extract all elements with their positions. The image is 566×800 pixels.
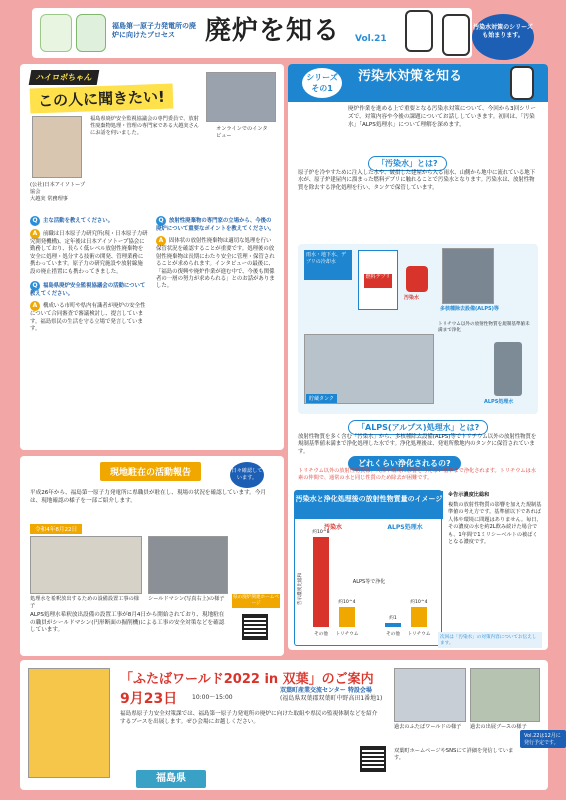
label-water: 雨水・地下水、デブリの冷却水 [304, 250, 352, 280]
person-org: (公社)日本アイソトープ協会 [30, 182, 86, 195]
portrait-photo [32, 116, 82, 178]
futaba-body: 福島県原子力安全対策課では、福島第一原子力発電所の廃炉に向けた取組や県民の監視体制などを紹介するブースを出展します。ぜひ会場にお越しください。 [120, 711, 378, 725]
robot-mascot-icon [510, 66, 534, 100]
heading-alps-water: 「ALPS(アルプス)処理水」とは? [348, 420, 488, 435]
event-place [280, 687, 382, 703]
qr-code-icon[interactable] [360, 746, 386, 772]
series-section [288, 64, 548, 650]
heading-purification: どれくらい浄化されるの? [348, 456, 461, 471]
alps-facility-photo [442, 248, 494, 304]
interview-title: この人に聞きたい! [30, 84, 174, 114]
chart-bar [339, 607, 355, 627]
question-3: 放射性廃棄物の専門家の立場から、今後の廃炉について重要なポイントを教えてください。 [156, 218, 275, 232]
y-axis-label: 告示濃度比総和 [298, 572, 303, 606]
interview-intro: 福島県廃炉安全監視協議会の専門委員で、放射性廃棄物処理・管理の専門家である大越実さんにお話を伺いました。 [90, 116, 199, 136]
tick-label: その他 [386, 632, 400, 637]
next-volume-note: Vol.22は12月に発行予定です。 [520, 730, 566, 748]
alps-water-tank-icon [494, 342, 522, 396]
label-alps: 多核種除去設備(ALPS)等 [440, 306, 499, 312]
series-bubble: 汚染水対策のシリーズも始まります。 [472, 14, 534, 60]
event-time: 10:00〜15:00 [192, 694, 233, 701]
volume-label: Vol.21 [355, 34, 387, 44]
note-body: 複数の放射性物質の影響を加えた規制基準値の考え方です。基準値以下であれば人体や環境に問題はありません。毎日、その濃度の水を約2L飲み続けた場合でも、1年間で1ミリシーベルトの被ばくとなる濃度です。 [448, 502, 542, 546]
tick-label: トリチウム [335, 632, 359, 637]
chart-annotation: ALPS等で浄化 [352, 579, 386, 585]
chart-bar [411, 607, 427, 627]
label-alps-water: ALPS処理水 [484, 399, 514, 405]
futaba-section [20, 660, 548, 790]
report-body-2: ALPS処理水希釈放出設備の設置工事が8月4日から開始されており、現地駐在の職員がシールドマシン(円形断面の掘削機)による工事の安全対策などを確認しています。 [30, 612, 225, 634]
question-2: 福島県廃炉安全監視協議会の活動について教えてください。 [30, 283, 146, 298]
body-alps-water: 放射性物質を多く含む「汚染水」から、多核種除去設備(ALPS)等でトリチウム以外の放射性物質を規制基準値未満まで浄化処理した水です。浄化処理後は、発電所敷地内のタンクに保管されています。 [298, 434, 537, 455]
construction-photo [30, 536, 142, 594]
booth-photo [470, 668, 540, 722]
report-body: 平成26年から、福島第一原子力発電所に県職員が駐在し、現場の状況を確認しています。今月は、現地確認の様子を一部ご紹介します。 [30, 490, 267, 504]
event-poster [28, 668, 110, 778]
purification-chart [294, 490, 442, 646]
online-interview-photo [206, 72, 276, 122]
chart-svg [295, 519, 443, 645]
fukushima-logo-icon [40, 14, 72, 52]
series-label: 汚染水 [323, 524, 343, 531]
series-sub: シリーズ その1 [302, 68, 342, 98]
body-purification: トリチウム以外の放射性物質は、人体や環境に影響を与えない基準まで浄化されます。トリチウムは水素の仲間で、通常の水と同じ性質のため除去が困難です。 [298, 468, 536, 482]
data-label: 約10^4 [410, 600, 428, 605]
answer-3: 固体状の放射性廃棄物は適切な処理を行い保管状況を確認することが重要です。処理後の放射性廃棄物は長期にわたり安全に管理・保管されることが求められます。インタビューの最後に、「福島の復興や廃炉作業が進む中で、今後も関係者の一層の努力が求められる」とのお話がありました。 [156, 238, 275, 290]
page-title: 廃炉を知る [205, 16, 341, 46]
caption-1: 処理水を希釈放出するための設備設置工事の様子 [30, 596, 139, 609]
series-title: 汚染水対策を知る [358, 69, 463, 84]
shield-machine-photo [148, 536, 228, 594]
report-title: 現地駐在の活動報告 [100, 462, 201, 481]
label-tank: 貯蔵タンク [306, 394, 337, 403]
data-label: 約10^4 [338, 600, 356, 605]
process-diagram [298, 244, 538, 414]
body-contaminated-water: 原子炉を冷やすために注入した水や、破損した建屋から入る雨水、山側から地中に流れている地下水が、原子炉建屋内に溜まった燃料デブリに触れることで汚染水となります。汚染水は、放射性物質を除去する浄化処理を行い、タンクで保管しています。 [298, 170, 536, 191]
qr-code-icon[interactable] [242, 614, 268, 640]
data-label: 約10^8 [312, 530, 330, 535]
contaminated-tank-icon [406, 266, 428, 292]
series-label: ALPS処理水 [387, 524, 423, 531]
robot-mascot-icon [405, 10, 433, 52]
label-debris: 燃料デブリ [364, 274, 392, 288]
contact-text: 双葉町ホームページやSNSにて詳細を発信しています。 [394, 748, 514, 761]
online-caption: オンラインでのインタビュー [216, 126, 268, 139]
report-section [20, 456, 284, 656]
interview-section [20, 64, 284, 450]
label-tritium: トリチウム以外の放射性物質を規制基準値未満まで浄化 [438, 322, 530, 333]
chart-bar [313, 537, 329, 627]
robot-mascot-icon [442, 14, 470, 56]
qa-block-1: Q 主な活動を教えてください。 A 前職は日本原子力研究所(現・日本原子力研究開発機構)、定年後は日本アイソトープ協会に勤務しており、長らく低レベル放射性廃棄物を安全に処理・処分する技術の開発、管理業務に携わっています。原子力の研究施設や放射線施設の廃止措置にも携わってきました。 Q 福島県廃炉安全監視協議会の活動について教えてください。 A 構成いる市町や県内有識者が廃炉の安全性について合同審査で審議検討し、提言しています。福島県民の生活を守る立場で発言しています。 [30, 217, 148, 333]
report-date: 令和4年8月22日 [30, 524, 82, 534]
report-tag: 日々確認しています。 [230, 462, 264, 488]
photo-caption-2: 過去の出展ブースの様子 [470, 724, 527, 730]
event-place-sub: (福島県双葉郡双葉町中野高田1番地1) [280, 695, 383, 702]
past-event-photo [394, 668, 466, 722]
series-intro: 廃炉作業を進める上で重要となる汚染水対策について、今回から3回シリーズで、対策内容や今後の課題についてお話ししていきます。初回は、「汚染水」「ALPS処理水」について理解を深めます。 [348, 106, 536, 128]
qr-caption: 県の廃炉関連ホームページ [233, 595, 279, 606]
tick-label: その他 [314, 632, 328, 637]
event-place-name: 双葉町産業交流センター 特設会場 [280, 687, 372, 694]
question-1: 主な活動を教えてください。 [43, 218, 114, 224]
futaba-title: 「ふたばワールド2022 in 双葉」のご案内 [120, 672, 374, 687]
data-label: 約1 [389, 616, 397, 621]
next-issue-note: 次回は「汚染水」の対策内容についてお伝えします。 [438, 632, 542, 648]
label-contaminated: 汚染水 [404, 295, 420, 301]
chart-bar [385, 623, 401, 627]
interview-tag: ハイロポちゃん [29, 70, 100, 85]
answer-1: 前職は日本原子力研究所(現・日本原子力研究開発機構)、定年後は日本アイソトープ協会に勤務しており、長らく低レベル放射性廃棄物を安全に処理・処分する技術の開発、管理業務に携わっています。原子力の研究施設や放射線施設の廃止措置にも携わってきました。 [30, 231, 148, 275]
heading-contaminated-water: 「汚染水」とは? [368, 156, 447, 171]
tick-label: トリチウム [407, 632, 431, 637]
event-date: 9月23日 [120, 691, 178, 707]
note-title: ※告示濃度比総和 [448, 492, 490, 498]
qa-block-2: Q 放射性廃棄物の専門家の立場から、今後の廃炉について重要なポイントを教えてください。 A 固体状の放射性廃棄物は適切な処理を行い保管状況を確認することが重要です。処理後の放射性廃棄物は長期にわたり安全に管理・保管されることが求められます。インタビューの最後に、「福島の復興や廃炉作業が進む中で、今後も関係者の一層の努力が求められる」とのお話がありました。 [156, 217, 275, 290]
answer-2: 構成いる市町や県内有識者が廃炉の安全性について合同審査で審議検討し、提言しています。福島県民の生活を守る立場で発言しています。 [30, 303, 146, 333]
prefecture-label: 福島県 [136, 770, 206, 788]
photo-caption-1: 過去のふたばワールドの様子 [394, 724, 462, 730]
header-sub: 福島第一原子力発電所の廃炉に向けたプロセス [112, 22, 196, 39]
mascot-logo-icon [76, 14, 106, 52]
person-name: 大越実 常務理事 [30, 196, 68, 202]
chart-title: 汚染水と浄化処理後の放射性物質量のイメージ [295, 491, 443, 519]
caption-2: シールドマシン(写真右上)の様子 [148, 596, 225, 602]
